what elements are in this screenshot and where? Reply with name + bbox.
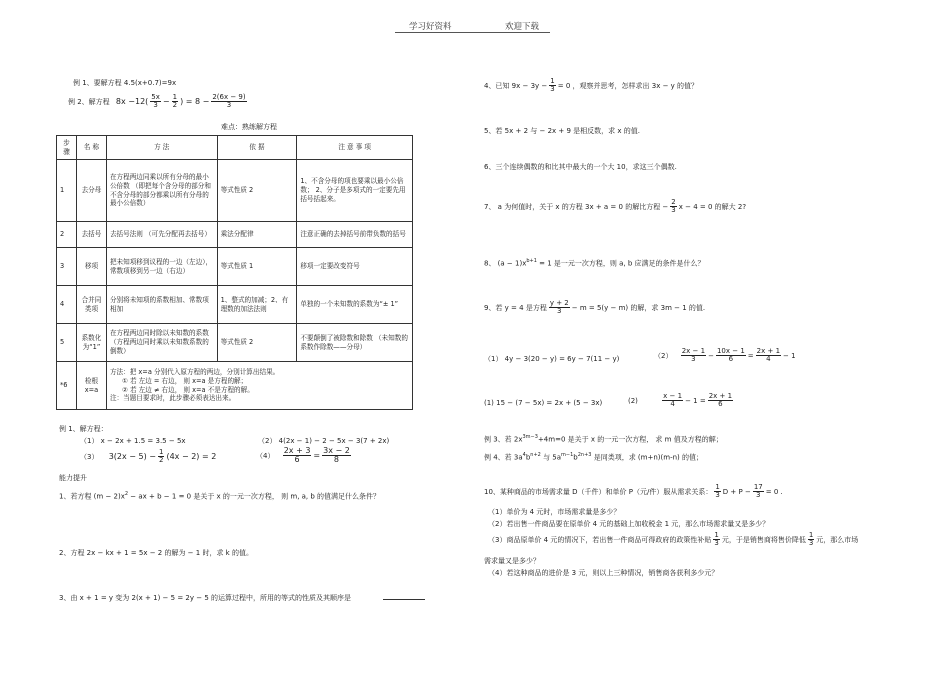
question-10-part-3-cont: 需求量又是多少？ [484, 557, 540, 565]
practice-2: （2） 4(2x − 1) − 2 − 5x − 3(7 + 2x) [258, 437, 390, 445]
table-cell: 2 [57, 222, 77, 248]
table-cell: 去括号 [76, 222, 106, 248]
table-cell: 在方程两边同时除以未知数的系数（方程两边同时乘以未知数系数的倒数） [106, 324, 217, 362]
practice-4: （4） $\frac{2x + 3}{6}$ = $\frac{3x - 2}{8}$ [256, 446, 350, 465]
table-cell: 1、不含分母的项也要乘以最小公倍数； 2、分子是多项式的一定要先用括号括起来。 [297, 160, 413, 222]
solve-1: （1） 4y − 3(20 − y) = 6y − 7(11 − y) [484, 355, 620, 363]
table-row [57, 286, 413, 324]
question-10-part-4: （4）若这种商品的进价是 3 元，则以上三种情况，销售商各获利多少元？ [488, 569, 719, 577]
table-cell: 等式性质 2 [217, 160, 297, 222]
question-r4: 4、已知 9x − 3y − $\frac{1}{3}$ = 0 ，观察并思考，怎样求出 3x − y 的值？ [484, 77, 699, 94]
practice-title: 例 1、解方程： [59, 425, 108, 433]
header-rule [395, 32, 550, 33]
table-cell: 5 [57, 324, 77, 362]
question-r6: 6、三个连续偶数的和比其中最大的一个大 10，求这三个偶数. [484, 163, 677, 171]
question-1: 1、若方程 $(m - 2)x^2$ − ax + b − 1 = 0 是关于 x 的一元一次方程， 则 m, a, b 的值满足什么条件？ [59, 491, 381, 501]
table-cell: 去分母 [76, 160, 106, 222]
solve-3: (1) 15 − (7 − 5x) = 2x + (5 − 3x) [484, 399, 603, 407]
table-cell: 乘法分配律 [217, 222, 297, 248]
table-cell: 不要颠倒了被除数和除数 （未知数的系数作除数——分母） [297, 324, 413, 362]
question-r8: 8、 $(a - 1)x^{b+1} = 1$ 是一元一次方程，则 a, b 应满足的条件是什么？ [484, 258, 705, 268]
table-cell: 3 [57, 248, 77, 286]
example-1: 例 1、要解方程 4.5(x+0.7)=9x [73, 79, 177, 87]
table-row [57, 248, 413, 286]
question-10-part-2: （2）若出售一件商品要在原单价 4 元的基础上加收税金 1 元，那么市场需求量又是多少？ [488, 520, 770, 528]
table-cell: 等式性质 2 [217, 324, 297, 362]
table-cell: 去括号法则 （可先分配再去括号） [106, 222, 217, 248]
practice-1: （1） x − 2x + 1.5 = 3.5 − 5x [80, 437, 186, 445]
table-cell: 移项一定要改变符号 [297, 248, 413, 286]
table-cell: 方法：把 x=a 分别代入原方程的两边，分别计算出结果。 ① 若 左边 = 右边， 则 x=a 是方程的解； ② 若 左边 ≠ 右边， 则 x=a 不是方程的解。 注：当题目要求时，此步骤必须表达出来。 [106, 362, 412, 410]
question-2: 2、方程 2x − kx + 1 = 5x − 2 的解为 − 1 时，求 k 的值。 [59, 549, 253, 557]
question-3: 3、由 x + 1 = y 变为 2(x + 1) − 5 = 2y − 5 的运算过程中，所用的等式的性质及其顺序是 [59, 593, 425, 603]
ability-heading: 能力提升 [59, 474, 87, 482]
question-r5: 5、若 5x + 2 与 − 2x + 9 是相反数，求 x 的值. [484, 127, 640, 135]
table-cell: 单独的一个未知数的系数为“± 1” [297, 286, 413, 324]
table-cell: *6 [57, 362, 77, 410]
answer-blank[interactable] [383, 599, 425, 600]
table-header-cell: 方 法 [106, 136, 217, 160]
table-cell: 在方程两边同乘以所有分母的最小公倍数 （即把每个含分母的部分和不含分母的部分都乘以所有分母的最小公倍数） [106, 160, 217, 222]
question-10-part-3: （3）商品原单价 4 元的情况下，若出售一件商品可得政府的政策性补贴 $\frac{1}{3}$ 元，于是销售商将售价降低 $\frac{1}{3}$ 元，那么市场 [488, 531, 859, 548]
question-10: 10、某种商品的市场需求量 D（千件）和单价 P（元/件）服从需求关系： $\frac{1}{3}$ D + P − $\frac{17}{3}$ = 0 . [484, 483, 783, 500]
table-header-cell: 名 称 [76, 136, 106, 160]
table-cell: 移项 [76, 248, 106, 286]
table-cell: 系数化为“1” [76, 324, 106, 362]
table-header-row [57, 136, 413, 160]
table-cell: 注意正确的去掉括号前带负数的括号 [297, 222, 413, 248]
table-header-cell: 注 意 事 项 [297, 136, 413, 160]
table-cell: 1、整式的加减；2、有理数的加法法则 [217, 286, 297, 324]
difficulty-note: 难点：熟练解方程 [221, 123, 277, 131]
example-3: 例 3、若 $2x^{3m-3}+4m=0$ 是关于 x 的一元一次方程， 求 m 值及方程的解； [484, 434, 723, 444]
table-cell: 4 [57, 286, 77, 324]
table-cell: 等式性质 1 [217, 248, 297, 286]
table-cell: 检根 x=a [76, 362, 106, 410]
table-cell: 合并同类项 [76, 286, 106, 324]
table-row [57, 160, 413, 222]
table-row [57, 362, 413, 410]
example-2: 例 2、解方程 8x −12( $\frac{5x}{3}$ − $\frac{1}{2}$ ) = 8 − $\frac{2(6x - 9)}{3}$ [68, 93, 246, 110]
steps-table [56, 135, 413, 410]
header-left: 学习好资料 [409, 22, 452, 32]
practice-3: （3） 3(2x − 5) − $\frac{1}{2}$ (4x − 2) = 2 [80, 448, 217, 465]
question-r7: 7、 a 为何值时，关于 x 的方程 3x + a = 0 的解比方程 − $\frac{2}{3}$ x − 4 = 0 的解大 2? [484, 198, 747, 215]
table-cell: 1 [57, 160, 77, 222]
table-row [57, 222, 413, 248]
question-r9: 9、若 y = 4 是方程 $\frac{y + 2}{3}$ − m = 5(y − m) 的解，求 3m − 1 的值. [484, 299, 706, 316]
header-right: 欢迎下载 [505, 22, 540, 32]
table-cell: 把未知项移到议程的一边（左边），常数项移到另一边（右边） [106, 248, 217, 286]
example-4: 例 4、若 $3a^4b^{n+2}$ 与 $5a^{m-1}b^{2n+3}$ 是同类项，求 (m+n)(m-n) 的值； [484, 452, 703, 462]
table-cell: 分别将未知项的系数相加、常数项相加 [106, 286, 217, 324]
question-10-part-1: （1）单价为 4 元时，市场需求量是多少？ [488, 508, 621, 516]
solve-2: （2） $\frac{2x - 1}{3}$ − $\frac{10x - 1}{6}$ = $\frac{2x + 1}{4}$ − 1 [654, 347, 796, 364]
table-row [57, 324, 413, 362]
solve-4: (2) $\frac{x - 1}{4}$ − 1 = $\frac{2x + 1}{6}$ [628, 392, 733, 409]
table-header-cell: 步骤 [57, 136, 77, 160]
table-header-cell: 依 据 [217, 136, 297, 160]
